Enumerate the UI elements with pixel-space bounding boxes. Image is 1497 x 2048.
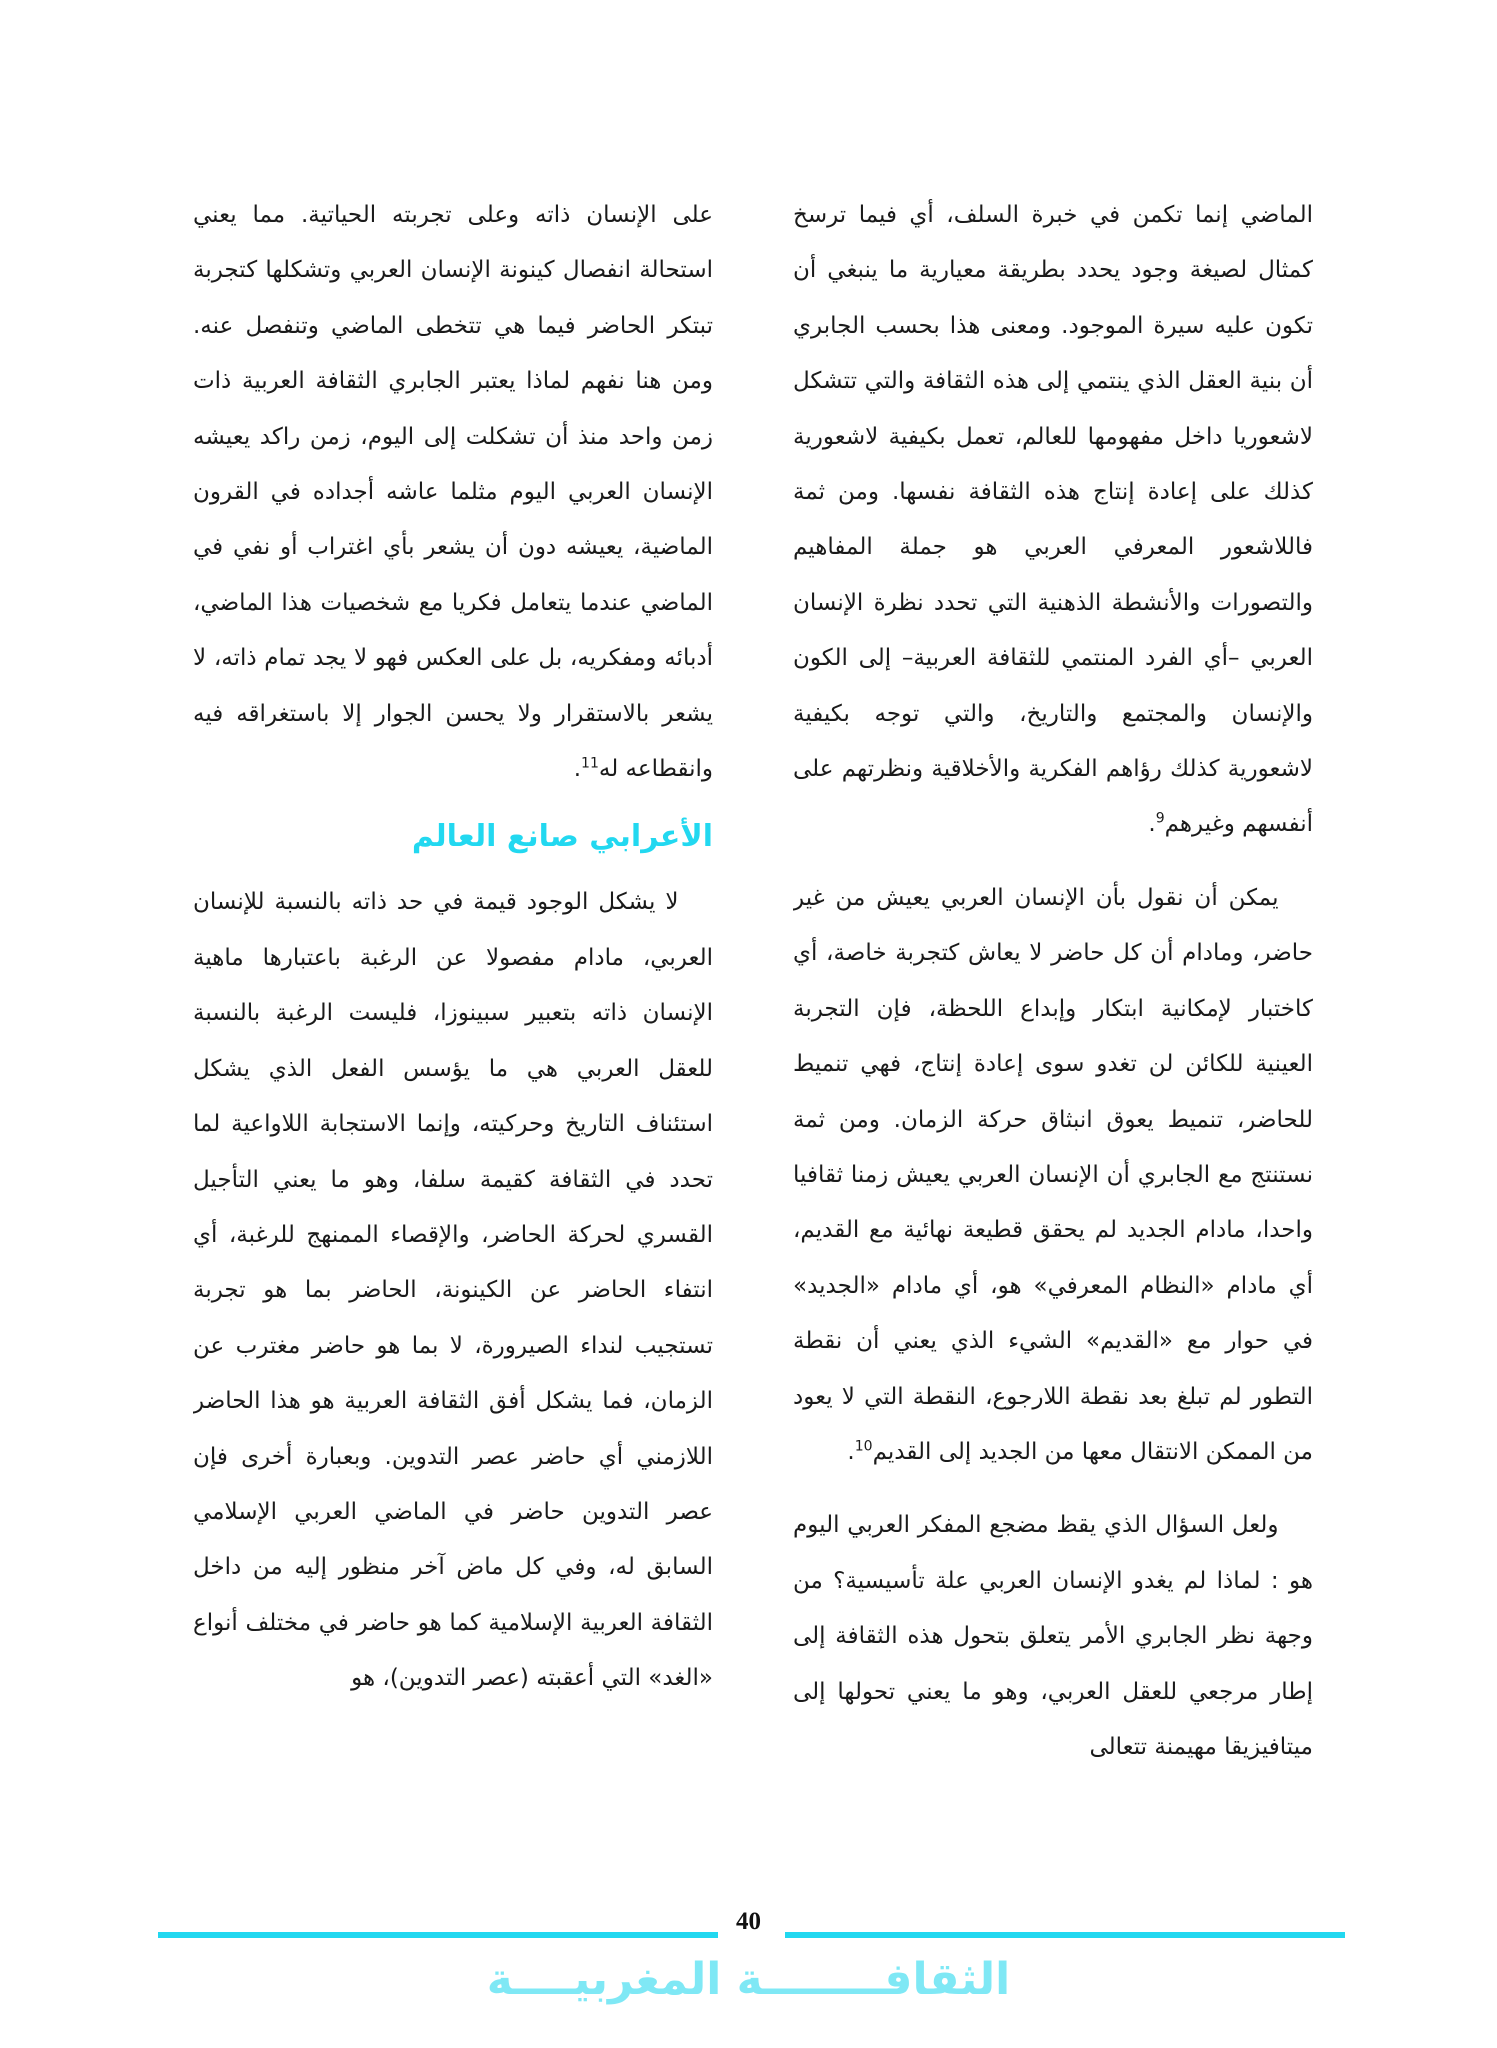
left-column [193, 188, 713, 1848]
footnote-ref[interactable]: 11 [581, 755, 599, 772]
footnote-ref[interactable]: 9 [1155, 810, 1165, 827]
paragraph: على الإنسان ذاته وعلى تجربته الحياتية. مما يعني استحالة انفصال كينونة الإنسان العربي وتشكلها كتجربة تبتكر الحاضر فيما هي تتخطى الماضي وتنفصل عنه. ومن هنا نفهم لماذا يعتبر الجابري الثقافة العربية ذات زمن واحد منذ أن تشكلت إلى اليوم، زمن راكد يعيشه الإنسان العربي اليوم مثلما عاشه أجداده في القرون الماضية، يعيشه دون أن يشعر بأي اغتراب أو نفي في الماضي عندما يتعامل فكريا مع شخصيات هذا الماضي، أدبائه ومفكريه، بل على العكس فهو لا يجد تمام ذاته، لا يشعر بالاستقرار ولا يحسن الجوار إلا باستغراقه فيه وانقطاعه له$^{11}$. [193, 202, 713, 783]
section-heading: الأعرابي صانع العالم [411, 819, 713, 855]
magazine-title: الثقافــــــــة المغربيــــة [486, 1954, 1011, 2005]
page-number: 40 [736, 1908, 761, 1935]
footer-rule-right [785, 1932, 1345, 1938]
paragraph: لا يشكل الوجود قيمة في حد ذاته بالنسبة للإنسان العربي، مادام مفصولا عن الرغبة باعتبارها ماهية الإنسان ذاته بتعبير سبينوزا، فليست الرغبة بالنسبة للعقل العربي هي ما يؤسس الفعل الذي يشكل استئناف التاريخ وحركيته، وإنما الاستجابة اللاواعية لما تحدد في الثقافة كقيمة سلفا، وهو ما يعني التأجيل القسري لحركة الحاضر، والإقصاء الممنهج للرغبة، أي انتفاء الحاضر عن الكينونة، الحاضر بما هو تجربة تستجيب لنداء الصيرورة، لا بما هو حاضر مغترب عن الزمان، فما يشكل أفق الثقافة العربية هو هذا الحاضر اللازمني أي حاضر عصر التدوين. وبعبارة أخرى فإن عصر التدوين حاضر في الماضي العربي الإسلامي السابق له، وفي كل ماض آخر منظور إليه من داخل الثقافة العربية الإسلامية كما هو حاضر في مختلف أنواع «الغد» التي أعقبته (عصر التدوين)، هو [193, 889, 713, 1692]
paragraph: الماضي إنما تكمن في خبرة السلف، أي فيما ترسخ كمثال لصيغة وجود يحدد بطريقة معيارية ما ينبغي أن تكون عليه سيرة الموجود. ومعنى هذا بحسب الجابري أن بنية العقل الذي ينتمي إلى هذه الثقافة والتي تتشكل لاشعوريا داخل مفهومها للعالم، تعمل بكيفية لاشعورية كذلك على إعادة إنتاج هذه الثقافة نفسها. ومن ثمة فاللاشعور المعرفي العربي هو جملة المفاهيم والتصورات والأنشطة الذهنية التي تحدد نظرة الإنسان العربي –أي الفرد المنتمي للثقافة العربية– إلى الكون والإنسان والمجتمع والتاريخ، والتي توجه بكيفية لاشعورية كذلك رؤاهم الفكرية والأخلاقية ونظرتهم على أنفسهم وغيرهم$^9$. [793, 202, 1313, 838]
footnote-ref[interactable]: 10 [854, 1438, 873, 1455]
paragraph: يمكن أن نقول بأن الإنسان العربي يعيش من غير حاضر، ومادام أن كل حاضر لا يعاش كتجربة خاصة، أي كاختبار لإمكانية ابتكار وإبداع اللحظة، فإن التجربة العينية للكائن لن تغدو سوى إعادة إنتاج، فهي تنميط للحاضر، تنميط يعوق انبثاق حركة الزمان. ومن ثمة نستنتج مع الجابري أن الإنسان العربي يعيش زمنا ثقافيا واحدا، مادام الجديد لم يحقق قطيعة نهائية مع القديم، أي مادام «النظام المعرفي» هو، أي مادام «الجديد» في حوار مع «القديم» الشيء الذي يعني أن نقطة التطور لم تبلغ بعد نقطة اللارجوع، النقطة التي لا يعود من الممكن الانتقال معها من الجديد إلى القديم$^{10}$. [793, 884, 1313, 1465]
right-column [793, 188, 1313, 1848]
paragraph: ولعل السؤال الذي يقظ مضجع المفكر العربي اليوم هو : لماذا لم يغدو الإنسان العربي علة تأسيسية؟ من وجهة نظر الجابري الأمر يتعلق بتحول هذه الثقافة إلى إطار مرجعي للعقل العربي، وهو ما يعني تحولها إلى ميتافيزيقا مهيمنة تتعالى [793, 1512, 1313, 1760]
footer-rule-left [158, 1932, 718, 1938]
